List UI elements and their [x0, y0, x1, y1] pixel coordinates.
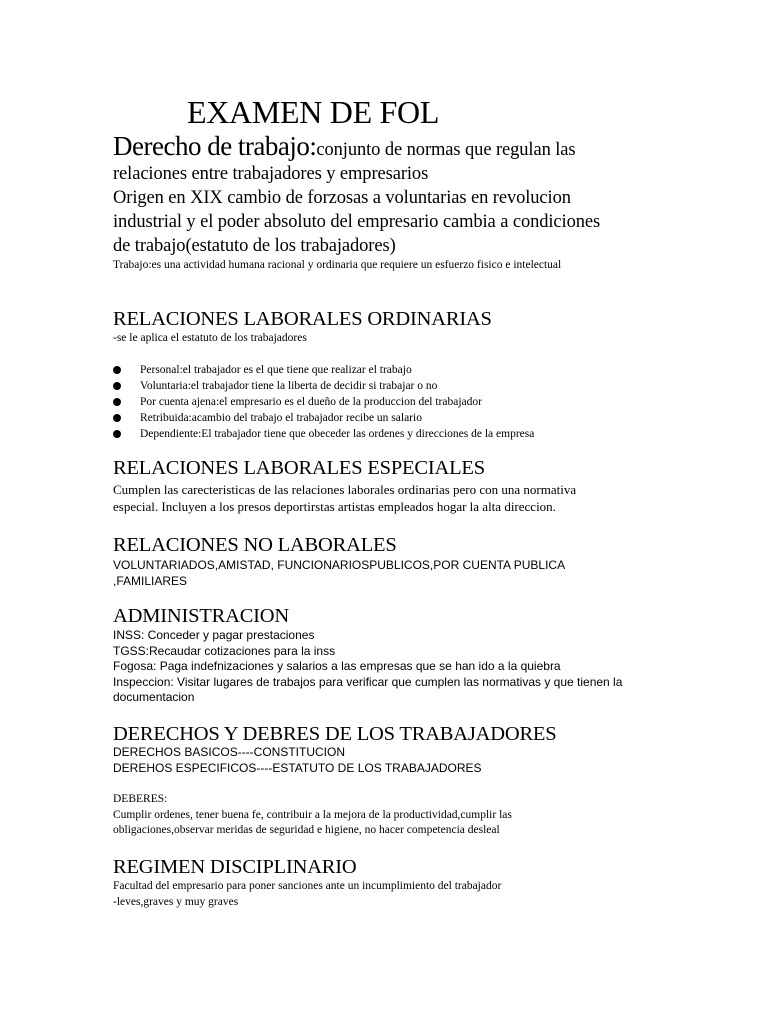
- bullet-icon: [113, 366, 121, 374]
- list-item: Por cuenta ajena:el empresario es el dueño de la produccion del trabajador: [113, 394, 534, 410]
- derechos-line-1: DERECHOS BASICOS----CONSTITUCION: [113, 745, 346, 759]
- intro-line-4: industrial y el poder absoluto del empresario cambia a condiciones: [113, 212, 601, 232]
- section-administracion: [113, 628, 622, 706]
- regimen-line-2: -leves,graves y muy graves: [113, 895, 239, 908]
- section-regimen: [113, 879, 501, 910]
- bullet-icon: [113, 382, 121, 390]
- administracion-line-5: documentacion: [113, 690, 195, 704]
- derechos-line-2: DEREHOS ESPECIFICOS----ESTATUTO DE LOS TRABAJADORES: [113, 760, 482, 775]
- section-derechos: [113, 745, 512, 839]
- ordinarias-subtitle: -se le aplica el estatuto de los trabajadores: [113, 332, 307, 344]
- administracion-line-1: INSS: Conceder y pagar prestaciones: [113, 628, 315, 642]
- intro-term: Derecho de trabajo:: [113, 131, 317, 161]
- section-heading-derechos: DERECHOS Y DEBRES DE LOS TRABAJADORES: [113, 723, 557, 745]
- administracion-line-3: Fogosa: Paga indefnizaciones y salarios a las empresas que se han ido a la quiebra: [113, 659, 561, 673]
- section-heading-administracion: ADMINISTRACION: [113, 605, 290, 627]
- section-especiales: [113, 482, 576, 515]
- list-item: Personal:el trabajador es el que tiene que realizar el trabajo: [113, 362, 534, 378]
- administracion-line-2: TGSS:Recaudar cotizaciones para la inss: [113, 643, 336, 658]
- no-laborales-line-2: ,FAMILIARES: [113, 573, 188, 588]
- administracion-line-4: Inspeccion: Visitar lugares de trabajos para verificar que cumplen las normativas y que tienen la: [113, 674, 623, 689]
- document-title: EXAMEN DE FOL: [187, 94, 440, 130]
- section-no-laborales: [113, 558, 565, 589]
- ordinarias-list: [113, 362, 534, 442]
- intro-line-3: Origen en XIX cambio de forzosas a voluntarias en revolucion: [113, 188, 571, 208]
- deberes-line-2: obligaciones,observar meridas de seguridad e higiene, no hacer competencia desleal: [113, 824, 500, 836]
- intro-line-5: de trabajo(estatuto de los trabajadores): [113, 236, 396, 256]
- bullet-icon: [113, 398, 121, 406]
- especiales-line-2: especial. Incluyen a los presos deportirstas artistas empleados hogar la alta direccion.: [113, 498, 556, 514]
- section-heading-regimen: REGIMEN DISCIPLINARIO: [113, 856, 357, 878]
- no-laborales-line-1: VOLUNTARIADOS,AMISTAD, FUNCIONARIOSPUBLICOS,POR CUENTA PUBLICA: [113, 558, 566, 572]
- list-item: Dependiente:El trabajador tiene que obeceder las ordenes y direcciones de la empresa: [113, 426, 534, 442]
- section-heading-ordinarias: RELACIONES LABORALES ORDINARIAS: [113, 308, 492, 330]
- especiales-line-1: Cumplen las carecteristicas de las relaciones laborales ordinarias pero con una normativa: [113, 482, 577, 497]
- intro-line-1: [113, 131, 733, 162]
- bullet-icon: [113, 414, 121, 422]
- bullet-icon: [113, 430, 121, 438]
- section-heading-especiales: RELACIONES LABORALES ESPECIALES: [113, 457, 485, 479]
- intro-note: Trabajo:es una actividad humana racional y ordinaria que requiere un esfuerzo fisico e intelectual: [113, 259, 562, 271]
- intro-block: [113, 131, 733, 274]
- section-ordinarias: [113, 331, 534, 442]
- deberes-label: DEBERES:: [113, 793, 168, 805]
- section-heading-no-laborales: RELACIONES NO LABORALES: [113, 534, 397, 556]
- intro-line-2: relaciones entre trabajadores y empresarios: [113, 164, 429, 184]
- regimen-line-1: Facultad del empresario para poner sanciones ante un incumplimiento del trabajador: [113, 880, 502, 892]
- intro-definition: conjunto de normas que regulan las: [316, 140, 576, 160]
- list-item: Retribuida:acambio del trabajo el trabajador recibe un salario: [113, 410, 534, 426]
- deberes-line-1: Cumplir ordenes, tener buena fe, contribuir a la mejora de la productividad,cumplir las: [113, 808, 512, 821]
- list-item: Voluntaria:el trabajador tiene la liberta de decidir si trabajar o no: [113, 378, 534, 394]
